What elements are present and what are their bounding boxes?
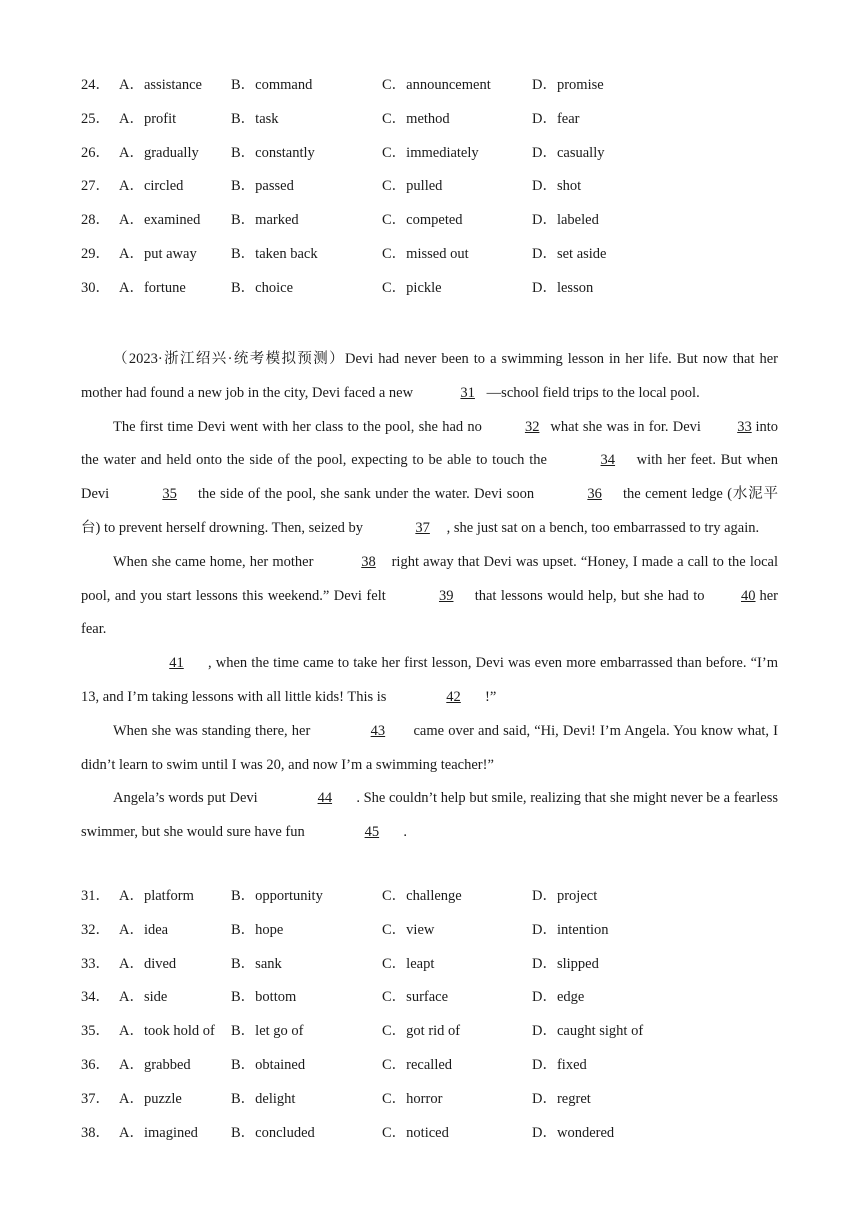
question-row bbox=[81, 1019, 781, 1053]
question-row bbox=[81, 242, 781, 276]
passage-text: The first time Devi went with her class to the pool, she had no bbox=[113, 418, 487, 435]
passage-text: the side of the pool, she sank under the water. Devi soon bbox=[193, 486, 539, 503]
blank-34: 34 bbox=[600, 452, 616, 469]
option-b: B．sank bbox=[231, 955, 282, 972]
option-c: C．recalled bbox=[382, 1056, 453, 1073]
passage-text: —school field trips to the local pool. bbox=[486, 384, 700, 401]
option-b: B．choice bbox=[231, 279, 294, 296]
passage-text: with her feet. But when Devi bbox=[81, 452, 778, 503]
option-a: A．put away bbox=[119, 245, 197, 262]
option-a: A．took hold of bbox=[119, 1023, 215, 1040]
blank-45: 45 bbox=[364, 824, 380, 841]
option-a: A．side bbox=[119, 989, 168, 1006]
option-d: D．regret bbox=[532, 1090, 591, 1107]
options-block-24-30 bbox=[81, 73, 781, 310]
passage-paragraph bbox=[81, 715, 778, 783]
passage-text: When she came home, her mother bbox=[113, 553, 318, 570]
option-a: A．grabbed bbox=[119, 1056, 191, 1073]
passage-text: , when the time came to take her first lesson, Devi was even more embarrassed than before. “I’m 13, and I’m taking lessons with all little kids! This is bbox=[81, 655, 778, 705]
source-label: （2023·浙江绍兴·统考模拟预测） bbox=[113, 351, 346, 367]
option-c: C．method bbox=[382, 110, 450, 127]
passage-text: !” bbox=[485, 688, 497, 705]
option-d: D．set aside bbox=[532, 245, 607, 262]
option-b: B．obtained bbox=[231, 1056, 306, 1073]
blank-37: 37 bbox=[415, 519, 430, 536]
option-b: B．taken back bbox=[231, 245, 318, 262]
option-b: B．constantly bbox=[231, 144, 315, 161]
option-c: C．got rid of bbox=[382, 1023, 461, 1040]
question-number: 35． bbox=[81, 1023, 110, 1040]
question-row bbox=[81, 73, 781, 107]
blank-39: 39 bbox=[438, 587, 454, 604]
passage-text: into the water and held onto the side of the pool, expecting to be able to touch the bbox=[81, 418, 779, 469]
question-number: 24． bbox=[81, 77, 110, 93]
passage-text: , she just sat on a bench, too embarrassed to try again. bbox=[446, 519, 760, 536]
blank-32: 32 bbox=[524, 418, 540, 435]
question-number: 29． bbox=[81, 245, 110, 262]
blank-42: 42 bbox=[446, 688, 461, 705]
option-a: A．circled bbox=[119, 178, 184, 195]
option-a: A．examined bbox=[119, 212, 201, 229]
blank-44: 44 bbox=[317, 790, 333, 807]
passage-text: her fear. bbox=[81, 587, 779, 638]
question-row bbox=[81, 107, 781, 141]
option-b: B．marked bbox=[231, 212, 299, 229]
question-row bbox=[81, 276, 781, 310]
question-number: 26． bbox=[81, 144, 110, 161]
passage-paragraph bbox=[81, 546, 778, 647]
option-d: D．lesson bbox=[532, 279, 594, 296]
question-row bbox=[81, 985, 781, 1019]
passage-paragraph bbox=[81, 343, 778, 411]
question-number: 30． bbox=[81, 279, 110, 296]
passage-text: . bbox=[403, 824, 407, 841]
option-d: D．caught sight of bbox=[532, 1023, 644, 1040]
blank-31: 31 bbox=[460, 384, 475, 401]
question-number: 31． bbox=[81, 888, 110, 904]
option-a: A．fortune bbox=[119, 279, 186, 296]
question-number: 28． bbox=[81, 212, 110, 229]
blank-36: 36 bbox=[587, 486, 602, 503]
option-d: D．labeled bbox=[532, 212, 599, 229]
option-d: D．fixed bbox=[532, 1056, 587, 1073]
option-c: C．immediately bbox=[382, 144, 479, 161]
question-row bbox=[81, 1121, 781, 1155]
option-a: A．puzzle bbox=[119, 1090, 182, 1107]
passage-text: Angela’s words put Devi bbox=[113, 790, 262, 807]
option-c: C．challenge bbox=[382, 888, 462, 904]
blank-33: 33 bbox=[737, 418, 752, 435]
option-b: B．delight bbox=[231, 1090, 296, 1107]
option-a: A．profit bbox=[119, 110, 177, 127]
option-d: D．slipped bbox=[532, 955, 599, 972]
option-d: D．casually bbox=[532, 144, 605, 161]
blank-40: 40 bbox=[741, 587, 756, 604]
question-row bbox=[81, 141, 781, 175]
passage-text: Devi had never been to a swimming lesson in her life. But now that her mother had found a new job in the city, Devi faced a new bbox=[81, 351, 778, 401]
question-number: 27． bbox=[81, 178, 110, 195]
question-number: 25． bbox=[81, 110, 110, 127]
option-b: B．hope bbox=[231, 921, 284, 938]
option-d: D．promise bbox=[532, 77, 604, 93]
option-c: C．horror bbox=[382, 1090, 443, 1107]
option-c: C．surface bbox=[382, 989, 449, 1006]
blank-35: 35 bbox=[162, 486, 177, 503]
passage-paragraph bbox=[81, 411, 778, 546]
question-number: 33． bbox=[81, 955, 110, 972]
option-c: C．competed bbox=[382, 212, 463, 229]
option-c: C．leapt bbox=[382, 955, 435, 972]
option-c: C．view bbox=[382, 921, 435, 938]
option-a: A．imagined bbox=[119, 1124, 198, 1141]
question-number: 36． bbox=[81, 1056, 110, 1073]
option-c: C．missed out bbox=[382, 245, 469, 262]
question-row bbox=[81, 952, 781, 986]
question-row bbox=[81, 208, 781, 242]
option-a: A．gradually bbox=[119, 144, 199, 161]
question-number: 37． bbox=[81, 1090, 110, 1107]
option-c: C．pickle bbox=[382, 279, 442, 296]
passage-text: the cement ledge (水泥平台) to prevent herself drowning. Then, seized by bbox=[81, 486, 778, 536]
option-c: C．pulled bbox=[382, 178, 443, 195]
option-d: D．edge bbox=[532, 989, 585, 1006]
question-number: 34． bbox=[81, 989, 110, 1006]
blank-38: 38 bbox=[361, 553, 376, 570]
option-d: D．wondered bbox=[532, 1124, 615, 1141]
option-a: A．platform bbox=[119, 888, 194, 904]
passage-text: that lessons would help, but she had to bbox=[470, 587, 710, 604]
passage-text: right away that Devi was upset. “Honey, I made a call to the local pool, and you start lessons this weekend.” Devi felt bbox=[81, 553, 779, 604]
passage-text: When she was standing there, her bbox=[113, 722, 315, 739]
options-block-31-38 bbox=[81, 884, 781, 1154]
passage-text: what she was in for. Devi bbox=[546, 418, 706, 435]
option-d: D．shot bbox=[532, 178, 582, 195]
question-row bbox=[81, 918, 781, 952]
question-number: 32． bbox=[81, 921, 110, 938]
question-number: 38． bbox=[81, 1124, 110, 1141]
question-row bbox=[81, 1053, 781, 1087]
passage-text: came over and said, “Hi, Devi! I’m Angela. You know what, I didn’t learn to swim until I was 20, and now I’m a swimming teacher!” bbox=[81, 722, 778, 773]
option-c: C．announcement bbox=[382, 77, 491, 93]
blank-41: 41 bbox=[169, 655, 184, 672]
blank-43: 43 bbox=[370, 722, 386, 739]
option-b: B．command bbox=[231, 77, 313, 93]
option-b: B．let go of bbox=[231, 1023, 304, 1040]
question-row bbox=[81, 884, 781, 918]
option-d: D．fear bbox=[532, 110, 580, 127]
question-row bbox=[81, 1087, 781, 1121]
option-b: B．concluded bbox=[231, 1124, 315, 1141]
option-b: B．task bbox=[231, 110, 279, 127]
option-a: A．assistance bbox=[119, 77, 202, 93]
cloze-passage bbox=[81, 343, 778, 850]
passage-paragraph bbox=[81, 647, 778, 715]
passage-text: . She couldn’t help but smile, realizing that she might never be a fearless swimmer, but she would sure have fun bbox=[81, 790, 778, 841]
option-d: D．project bbox=[532, 888, 598, 904]
option-a: A．dived bbox=[119, 955, 177, 972]
option-a: A．idea bbox=[119, 921, 169, 938]
question-row bbox=[81, 174, 781, 208]
option-d: D．intention bbox=[532, 921, 609, 938]
option-b: B．passed bbox=[231, 178, 294, 195]
passage-paragraph bbox=[81, 782, 778, 850]
option-b: B．opportunity bbox=[231, 888, 323, 904]
option-b: B．bottom bbox=[231, 989, 297, 1006]
option-c: C．noticed bbox=[382, 1124, 449, 1141]
